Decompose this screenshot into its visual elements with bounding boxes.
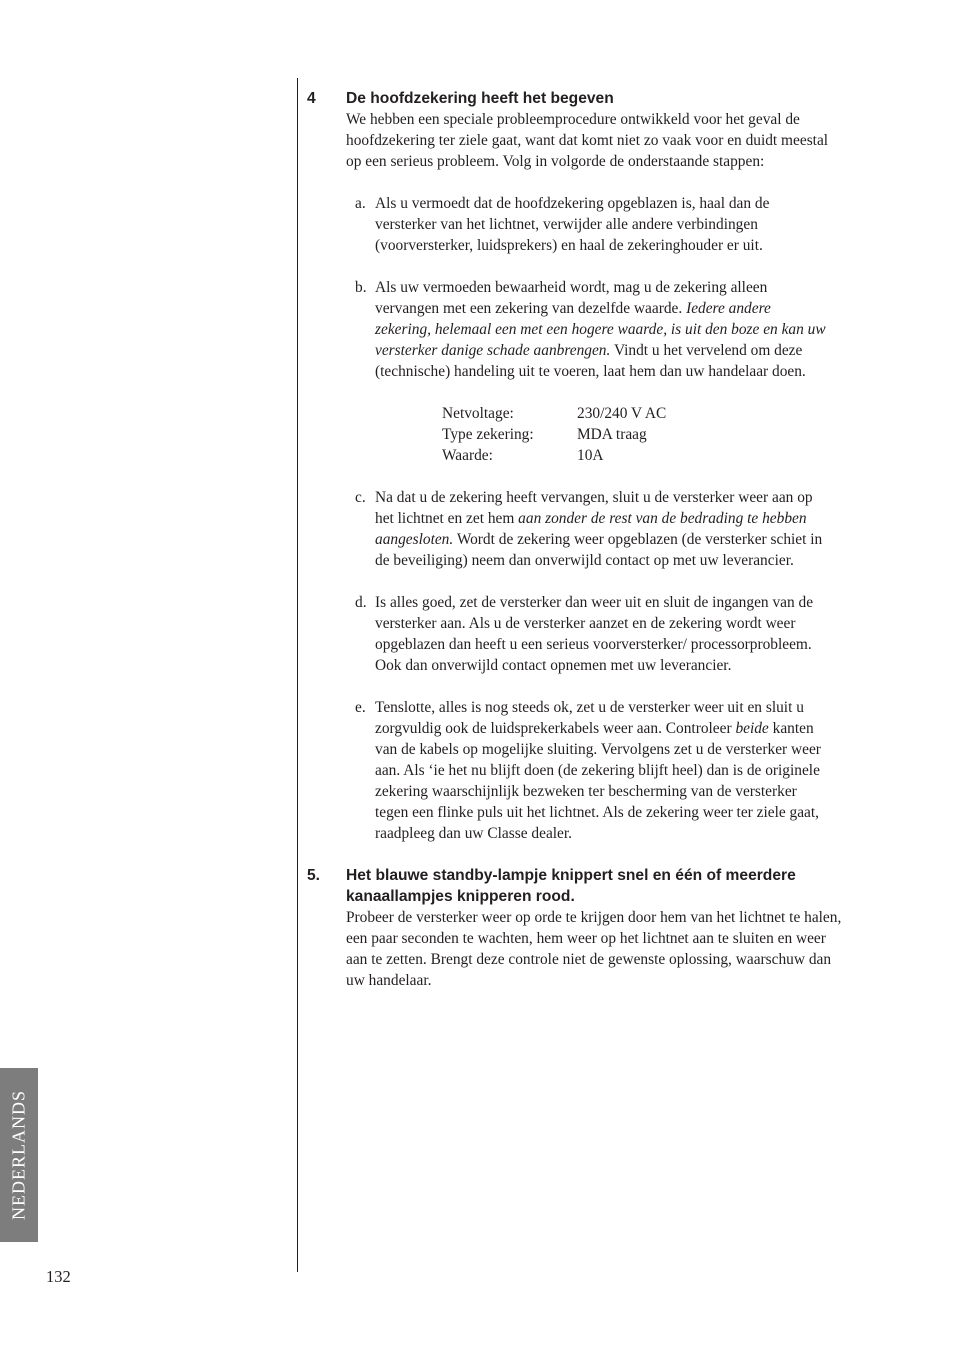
step-e-text-2: kanten van de kabels op mogelijke sluiting. Vervolgens zet u de versterker weer aan. Als ‘ie het nu blijft doen (de zekering blijft heel) dan is de originele zekering waarschijnlijk bezweken ter bescherming van de versterker tegen een flinke puls uit het lichtnet. Als de zekering weer ter ziele gaat, raadpleeg dan uw Classe dealer.: [375, 720, 821, 842]
spec-row: [442, 403, 847, 424]
step-b-text: [375, 277, 830, 382]
section-4-number: 4: [307, 90, 316, 107]
step-c-text-1: Na dat u de zekering heeft vervangen, sluit u de versterker weer aan op het lichtnet en zet hem: [375, 489, 813, 527]
step-d-letter: d.: [355, 594, 367, 611]
spec-row: [442, 424, 847, 445]
section-4-title: De hoofdzekering heeft het begeven: [346, 90, 614, 107]
section-5-title: Het blauwe standby-lampje knippert snel en één of meerdere kanaallampjes knipperen rood.: [346, 867, 796, 905]
column-divider: [297, 78, 298, 1272]
spec-value: 10A: [577, 447, 604, 464]
step-a-text: Als u vermoedt dat de hoofdzekering opgeblazen is, haal dan de versterker van het lichtnet, verwijder alle andere verbindingen (voorversterker, luidsprekers) en haal de zekeringhouder er uit.: [375, 195, 770, 254]
step-a-letter: a.: [355, 195, 366, 212]
step-e-emphasis: beide: [735, 720, 769, 737]
section-4-intro: We hebben een speciale probleemprocedure ontwikkeld voor het geval de hoofdzekering ter ziele gaat, want dat komt niet zo vaak voor en duidt meestal op een serieus probleem. Volg in volgorde de onderstaande stappen:: [346, 111, 829, 170]
page-content: [307, 88, 847, 991]
section-5: [307, 865, 847, 991]
section-5-number: 5.: [307, 867, 321, 884]
step-c-emphasis: aan zonder de rest van de bedrading te hebben aangesloten.: [375, 510, 807, 548]
step-d-text: Is alles goed, zet de versterker dan weer uit en sluit de ingangen van de versterker aan. Als u de versterker aanzet en de zekering wordt weer opgeblazen dan heeft u een serieus voorversterker/ processorprobleem. Ook dan onverwijld contact opnemen met uw leverancier.: [375, 594, 814, 674]
spec-label: Type zekering:: [442, 426, 534, 443]
step-e-text-1: Tenslotte, alles is nog steeds ok, zet u de versterker weer uit en sluit u zorgvuldig ook de luidsprekerkabels weer aan. Controleer: [375, 699, 804, 737]
section-gap: [307, 844, 847, 865]
step-c-text-2: Wordt de zekering weer opgeblazen (de versterker schiet in de beveiliging) neem dan onverwijld contact op met uw leverancier.: [375, 531, 823, 569]
step-b-emphasis: Iedere andere zekering, helemaal een met een hogere waarde, is uit den boze en kan uw versterker danige schade aanbrengen.: [375, 300, 826, 359]
spec-value: MDA traag: [577, 426, 647, 443]
step-b: [355, 277, 847, 382]
step-d: [355, 592, 847, 676]
section-4-heading: [307, 88, 847, 109]
step-b-text-1: Als uw vermoeden bewaarheid wordt, mag u de zekering alleen vervangen met een zekering van dezelfde waarde.: [375, 279, 768, 317]
section-5-heading: [307, 865, 847, 907]
step-c: [355, 487, 847, 571]
step-e-letter: e.: [355, 699, 366, 716]
spec-value: 230/240 V AC: [577, 405, 667, 422]
step-a: [355, 193, 847, 256]
spec-label: Waarde:: [442, 447, 493, 464]
spec-row: [442, 445, 847, 466]
step-b-letter: b.: [355, 279, 367, 296]
section-4: [307, 88, 847, 844]
spec-label: Netvoltage:: [442, 405, 514, 422]
step-c-text: [375, 487, 830, 571]
step-e-text: [375, 697, 830, 844]
step-e: [355, 697, 847, 844]
page-number: 132: [46, 1267, 71, 1286]
section-5-text: Probeer de versterker weer op orde te krijgen door hem van het lichtnet te halen, een paar seconden te wachten, hem weer op het lichtnet aan te sluiten en weer aan te zetten. Brengt deze controle niet de gewenste oplossing, waarschuw dan uw handelaar.: [346, 909, 842, 989]
language-tab: [0, 1068, 38, 1242]
language-tab-label: NEDERLANDS: [8, 1090, 29, 1220]
step-c-letter: c.: [355, 489, 366, 506]
step-b-text-2: Vindt u het vervelend om deze (technische) handeling uit te voeren, laat hem dan uw handelaar doen.: [375, 342, 806, 380]
fuse-specs: [442, 403, 847, 466]
